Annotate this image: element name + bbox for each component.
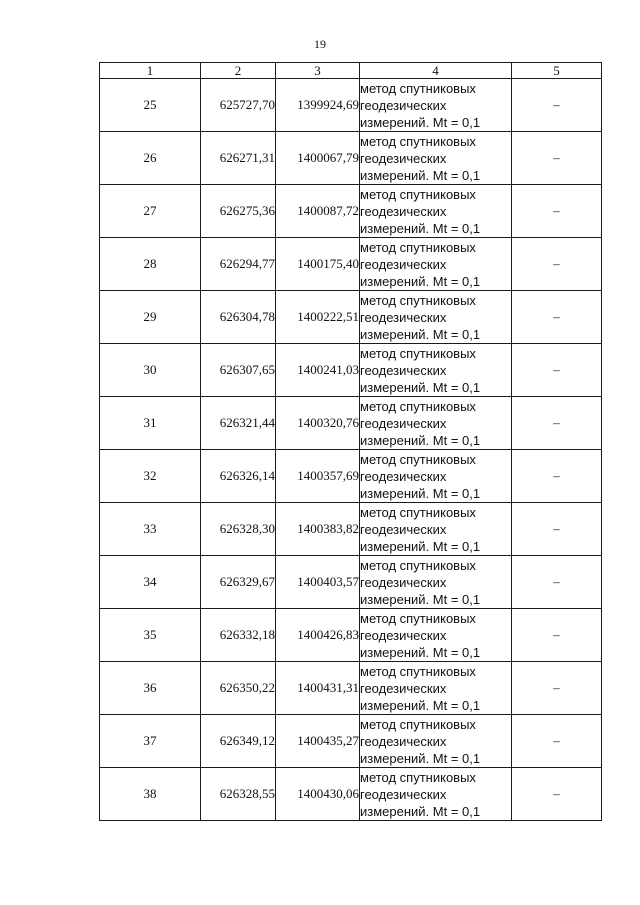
method-line: метод спутниковых <box>360 504 476 520</box>
column-5-cell: – <box>512 503 602 556</box>
column-5-cell: – <box>512 715 602 768</box>
x-coordinate-cell: 626326,14 <box>201 450 276 503</box>
method-line: метод спутниковых <box>360 663 476 679</box>
point-number-cell: 31 <box>100 397 201 450</box>
method-line: геодезических <box>360 680 447 696</box>
x-coordinate-cell: 626349,12 <box>201 715 276 768</box>
coordinates-table <box>99 62 602 821</box>
column-5-cell: – <box>512 397 602 450</box>
method-line: измерений. Mt = 0,1 <box>360 697 481 713</box>
method-cell <box>360 450 512 503</box>
method-line: геодезических <box>360 786 447 802</box>
method-line: метод спутниковых <box>360 186 476 202</box>
table-row <box>100 344 602 397</box>
x-coordinate-cell: 626307,65 <box>201 344 276 397</box>
y-coordinate-cell: 1400383,82 <box>276 503 360 556</box>
method-line: измерений. Mt = 0,1 <box>360 432 481 448</box>
table-row <box>100 609 602 662</box>
method-line: метод спутниковых <box>360 557 476 573</box>
column-5-cell: – <box>512 768 602 821</box>
table-row <box>100 185 602 238</box>
y-coordinate-cell: 1400435,27 <box>276 715 360 768</box>
point-number-cell: 38 <box>100 768 201 821</box>
method-line: измерений. Mt = 0,1 <box>360 114 481 130</box>
y-coordinate-cell: 1400431,31 <box>276 662 360 715</box>
point-number-cell: 35 <box>100 609 201 662</box>
method-line: измерений. Mt = 0,1 <box>360 538 481 554</box>
method-cell <box>360 662 512 715</box>
method-cell <box>360 768 512 821</box>
method-line: измерений. Mt = 0,1 <box>360 485 481 501</box>
table-row <box>100 662 602 715</box>
y-coordinate-cell: 1400320,76 <box>276 397 360 450</box>
point-number-cell: 32 <box>100 450 201 503</box>
point-number-cell: 25 <box>100 79 201 132</box>
column-5-cell: – <box>512 79 602 132</box>
column-5-cell: – <box>512 662 602 715</box>
method-line: метод спутниковых <box>360 451 476 467</box>
column-5-cell: – <box>512 344 602 397</box>
method-cell <box>360 556 512 609</box>
point-number-cell: 33 <box>100 503 201 556</box>
y-coordinate-cell: 1400403,57 <box>276 556 360 609</box>
table-row <box>100 397 602 450</box>
method-cell <box>360 397 512 450</box>
table-row <box>100 503 602 556</box>
x-coordinate-cell: 626328,55 <box>201 768 276 821</box>
method-cell <box>360 609 512 662</box>
table-header-row <box>100 63 602 79</box>
column-header: 5 <box>512 63 602 79</box>
x-coordinate-cell: 626328,30 <box>201 503 276 556</box>
method-line: геодезических <box>360 203 447 219</box>
column-5-cell: – <box>512 450 602 503</box>
column-header: 2 <box>201 63 276 79</box>
method-line: измерений. Mt = 0,1 <box>360 803 481 819</box>
table-row <box>100 132 602 185</box>
method-line: метод спутниковых <box>360 716 476 732</box>
method-cell <box>360 185 512 238</box>
column-5-cell: – <box>512 238 602 291</box>
method-line: метод спутниковых <box>360 133 476 149</box>
page-number: 19 <box>314 37 326 51</box>
method-cell <box>360 132 512 185</box>
method-cell <box>360 715 512 768</box>
point-number-cell: 28 <box>100 238 201 291</box>
point-number-cell: 34 <box>100 556 201 609</box>
table-row <box>100 79 602 132</box>
method-line: геодезических <box>360 627 447 643</box>
method-cell <box>360 79 512 132</box>
y-coordinate-cell: 1400175,40 <box>276 238 360 291</box>
method-line: геодезических <box>360 309 447 325</box>
y-coordinate-cell: 1400357,69 <box>276 450 360 503</box>
x-coordinate-cell: 626332,18 <box>201 609 276 662</box>
x-coordinate-cell: 625727,70 <box>201 79 276 132</box>
method-line: геодезических <box>360 256 447 272</box>
method-line: измерений. Mt = 0,1 <box>360 220 481 236</box>
method-line: измерений. Mt = 0,1 <box>360 167 481 183</box>
point-number-cell: 26 <box>100 132 201 185</box>
y-coordinate-cell: 1400222,51 <box>276 291 360 344</box>
x-coordinate-cell: 626271,31 <box>201 132 276 185</box>
table-row <box>100 450 602 503</box>
method-line: геодезических <box>360 362 447 378</box>
x-coordinate-cell: 626329,67 <box>201 556 276 609</box>
column-5-cell: – <box>512 185 602 238</box>
method-line: геодезических <box>360 521 447 537</box>
method-line: метод спутниковых <box>360 345 476 361</box>
method-line: метод спутниковых <box>360 398 476 414</box>
table-row <box>100 556 602 609</box>
point-number-cell: 30 <box>100 344 201 397</box>
method-line: метод спутниковых <box>360 610 476 626</box>
y-coordinate-cell: 1399924,69 <box>276 79 360 132</box>
column-5-cell: – <box>512 609 602 662</box>
method-line: измерений. Mt = 0,1 <box>360 644 481 660</box>
y-coordinate-cell: 1400241,03 <box>276 344 360 397</box>
method-line: метод спутниковых <box>360 80 476 96</box>
column-header: 1 <box>100 63 201 79</box>
method-line: геодезических <box>360 574 447 590</box>
method-line: метод спутниковых <box>360 239 476 255</box>
method-line: геодезических <box>360 150 447 166</box>
x-coordinate-cell: 626321,44 <box>201 397 276 450</box>
method-line: метод спутниковых <box>360 769 476 785</box>
point-number-cell: 27 <box>100 185 201 238</box>
method-line: геодезических <box>360 733 447 749</box>
method-cell <box>360 291 512 344</box>
point-number-cell: 37 <box>100 715 201 768</box>
method-line: геодезических <box>360 468 447 484</box>
method-line: измерений. Mt = 0,1 <box>360 750 481 766</box>
y-coordinate-cell: 1400087,72 <box>276 185 360 238</box>
table-row <box>100 768 602 821</box>
method-line: измерений. Mt = 0,1 <box>360 379 481 395</box>
table-body <box>100 79 602 821</box>
table-row <box>100 715 602 768</box>
method-line: метод спутниковых <box>360 292 476 308</box>
column-5-cell: – <box>512 132 602 185</box>
method-cell <box>360 238 512 291</box>
point-number-cell: 29 <box>100 291 201 344</box>
method-line: измерений. Mt = 0,1 <box>360 326 481 342</box>
table-row <box>100 291 602 344</box>
y-coordinate-cell: 1400430,06 <box>276 768 360 821</box>
x-coordinate-cell: 626275,36 <box>201 185 276 238</box>
method-line: измерений. Mt = 0,1 <box>360 591 481 607</box>
x-coordinate-cell: 626304,78 <box>201 291 276 344</box>
method-line: геодезических <box>360 97 447 113</box>
y-coordinate-cell: 1400426,83 <box>276 609 360 662</box>
column-header: 3 <box>276 63 360 79</box>
table-row <box>100 238 602 291</box>
method-cell <box>360 503 512 556</box>
column-header: 4 <box>360 63 512 79</box>
point-number-cell: 36 <box>100 662 201 715</box>
column-5-cell: – <box>512 291 602 344</box>
method-line: измерений. Mt = 0,1 <box>360 273 481 289</box>
method-line: геодезических <box>360 415 447 431</box>
x-coordinate-cell: 626350,22 <box>201 662 276 715</box>
y-coordinate-cell: 1400067,79 <box>276 132 360 185</box>
x-coordinate-cell: 626294,77 <box>201 238 276 291</box>
column-5-cell: – <box>512 556 602 609</box>
method-cell <box>360 344 512 397</box>
